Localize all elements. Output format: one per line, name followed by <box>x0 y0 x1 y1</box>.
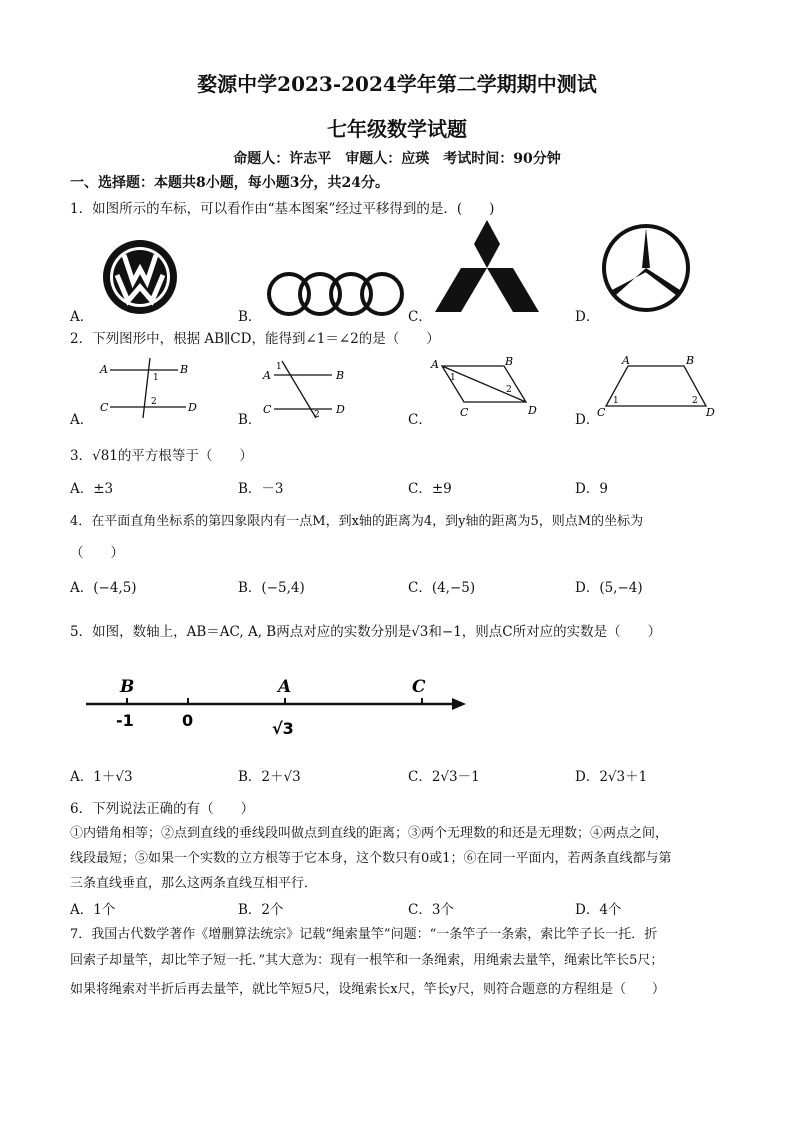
q5-option-a: A．1＋√3 <box>70 769 133 785</box>
page-subtitle: 七年级数学试题 <box>327 117 467 141</box>
q3-option-a: A．±3 <box>70 481 114 497</box>
q3-option-c: C．±9 <box>408 481 452 497</box>
axis-tick-sqrt3: √3 <box>272 719 294 738</box>
fig-label: 1 <box>276 362 282 372</box>
question-7-line2: 回索子却量竿，却比竿子短一托．”其大意为：现有一根竿和一条绳索，用绳索去量竿，绳索比竿长5尺； <box>70 953 664 968</box>
fig-label: D <box>188 401 197 414</box>
q5-option-c: C．2√3－1 <box>408 769 480 785</box>
fig-label: 2 <box>314 410 320 420</box>
axis-label-c: C <box>412 677 426 697</box>
q1-option-d: D． <box>575 309 600 325</box>
fig-label: C <box>597 406 606 419</box>
fig-label: C <box>100 401 109 414</box>
q5-option-b: B．2＋√3 <box>238 769 301 785</box>
q4-option-b: B．(−5,4) <box>238 580 305 596</box>
question-6-body-line2: 线段最短；⑤如果一个实数的立方根等于它本身，这个数只有0或1；⑥在同一平面内，若两条直线都与第 <box>70 851 672 866</box>
fig-label: A <box>431 358 439 371</box>
question-6-stem: 6．下列说法正确的有（ ） <box>70 801 255 817</box>
question-1-stem: 1．如图所示的车标，可以看作由“基本图案”经过平移得到的是．( ) <box>70 201 495 217</box>
fig-label: 2 <box>506 385 512 395</box>
q4-option-c: C．(4,−5) <box>408 580 476 596</box>
fig-label: D <box>528 404 537 417</box>
exam-meta: 命题人：许志平 审题人：应瑛 考试时间：90分钟 <box>233 151 561 167</box>
q2-figure-d <box>596 352 721 422</box>
question-5-stem: 5．如图，数轴上，AB＝AC, A, B两点对应的实数分别是√3和−1，则点C所对应的实数是（ ） <box>70 624 662 640</box>
fig-label: B <box>180 363 189 376</box>
section-heading: 一、选择题：本题共8小题，每小题3分，共24分。 <box>70 175 389 191</box>
question-7-line1: 7．我国古代数学著作《增删算法统宗》记载“绳索量竿”问题：“一条竿子一条索，索比竿子长一托．折 <box>70 927 658 942</box>
axis-tick-minus1: -1 <box>116 711 134 730</box>
q2-figure-a <box>98 355 198 420</box>
fig-label: D <box>706 406 715 419</box>
question-4-stem: 4．在平面直角坐标系的第四象限内有一点M，到x轴的距离为4，到y轴的距离为5，则点M的坐标为 <box>70 514 644 529</box>
q2-option-d: D． <box>575 412 600 428</box>
fig-label: A <box>622 354 630 367</box>
q2-figure-c <box>428 352 543 422</box>
q3-option-d: D．9 <box>575 481 608 497</box>
audi-rings-icon <box>262 268 412 318</box>
question-6-body-line1: ①内错角相等；②点到直线的垂线段叫做点到直线的距离；③两个无理数的和还是无理数；④两点之间， <box>70 826 669 841</box>
axis-label-b: B <box>120 677 135 697</box>
q1-option-c: C． <box>408 309 432 325</box>
fig-label: C <box>263 403 272 416</box>
q3-option-b: B．－3 <box>238 481 284 497</box>
q2-option-c: C． <box>408 412 432 428</box>
question-4-stem-cont: （ ） <box>70 545 124 561</box>
q2-option-b: B． <box>238 412 262 428</box>
fig-label: B <box>505 355 514 368</box>
mitsubishi-logo-icon <box>432 218 542 316</box>
q1-option-a: A． <box>70 309 94 325</box>
page-title: 婺源中学2023-2024学年第二学期期中测试 <box>197 72 597 96</box>
fig-label: B <box>686 354 695 367</box>
fig-label: B <box>336 369 345 382</box>
volkswagen-logo-icon <box>100 237 180 317</box>
fig-label: C <box>460 406 469 419</box>
question-6-body-line3: 三条直线垂直，那么这两条直线互相平行． <box>70 876 318 891</box>
q4-option-a: A．(−4,5) <box>70 580 137 596</box>
q1-option-b: B． <box>238 309 262 325</box>
question-2-stem: 2．下列图形中，根据 AB∥CD，能得到∠1＝∠2的是（ ） <box>70 331 440 347</box>
fig-label: 2 <box>692 396 698 406</box>
q2-figure-b <box>260 355 360 420</box>
q6-option-c: C．3个 <box>408 902 454 918</box>
fig-label: A <box>263 369 271 382</box>
number-line-figure <box>82 668 472 744</box>
axis-label-a: A <box>278 677 292 697</box>
q2-option-a: A． <box>70 412 94 428</box>
q4-option-d: D．(5,−4) <box>575 580 643 596</box>
question-7-line3: 如果将绳索对半折后再去量竿，就比竿短5尺，设绳索长x尺，竿长y尺，则符合题意的方程组是（ ） <box>70 982 665 997</box>
fig-label: 2 <box>151 397 157 407</box>
axis-tick-zero: 0 <box>182 711 194 730</box>
q6-option-b: B．2个 <box>238 902 284 918</box>
question-3-stem: 3．√81的平方根等于（ ） <box>70 448 253 464</box>
fig-label: A <box>100 363 108 376</box>
q6-option-a: A．1个 <box>70 902 116 918</box>
q6-option-d: D．4个 <box>575 902 622 918</box>
fig-label: 1 <box>153 373 159 383</box>
fig-label: 1 <box>450 373 456 383</box>
q5-option-d: D．2√3＋1 <box>575 769 648 785</box>
fig-label: D <box>336 403 345 416</box>
fig-label: 1 <box>613 396 619 406</box>
mercedes-logo-icon <box>600 218 692 318</box>
